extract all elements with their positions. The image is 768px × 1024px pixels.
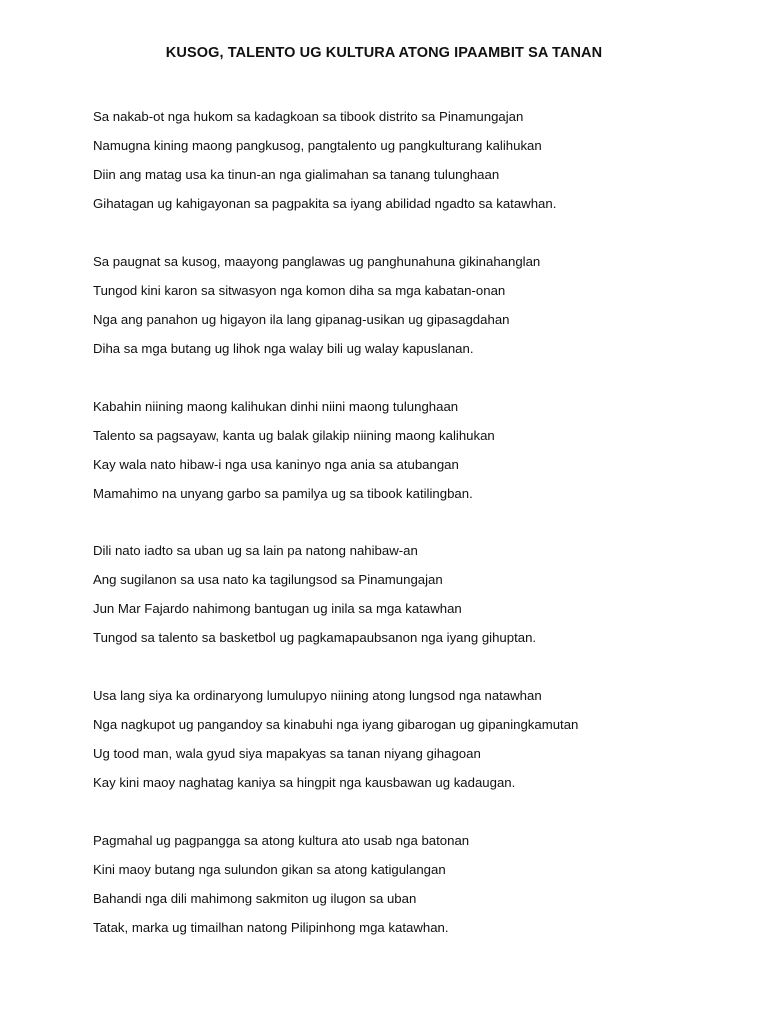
poem-line: Bahandi nga dili mahimong sakmiton ug ilugon sa uban [93, 891, 417, 906]
poem-line: Nga nagkupot ug pangandoy sa kinabuhi nga iyang gibarogan ug gipaningkamutan [93, 717, 579, 732]
poem-line: Tungod kini karon sa sitwasyon nga komon diha sa mga kabatan-onan [93, 283, 506, 298]
stanza-2 [93, 253, 753, 369]
poem-line: Tungod sa talento sa basketbol ug pagkamapaubsanon nga iyang gihuptan. [93, 630, 537, 645]
poem-line: Kabahin niining maong kalihukan dinhi niini maong tulunghaan [93, 399, 459, 414]
poem-title: KUSOG, TALENTO UG KULTURA ATONG IPAAMBIT SA TANAN [165, 45, 603, 61]
stanza-6 [93, 832, 753, 948]
poem-line: Sa nakab-ot nga hukom sa kadagkoan sa tibook distrito sa Pinamungajan [93, 109, 524, 124]
poem-line: Pagmahal ug pagpangga sa atong kultura ato usab nga batonan [93, 833, 470, 848]
poem-line: Kini maoy butang nga sulundon gikan sa atong katigulangan [93, 862, 446, 877]
stanza-1 [93, 108, 753, 224]
poem-line: Nga ang panahon ug higayon ila lang gipanag-usikan ug gipasagdahan [93, 312, 510, 327]
poem-line: Ang sugilanon sa usa nato ka tagilungsod sa Pinamungajan [93, 572, 443, 587]
poem-line: Diin ang matag usa ka tinun-an nga gialimahan sa tanang tulunghaan [93, 167, 500, 182]
poem-line: Gihatagan ug kahigayonan sa pagpakita sa iyang abilidad ngadto sa katawhan. [93, 196, 557, 211]
poem-line: Jun Mar Fajardo nahimong bantugan ug inila sa mga katawhan [93, 601, 462, 616]
poem-line: Diha sa mga butang ug lihok nga walay bili ug walay kapuslanan. [93, 341, 474, 356]
poem-line: Sa paugnat sa kusog, maayong panglawas ug panghunahuna gikinahanglan [93, 254, 541, 269]
poem-line: Namugna kining maong pangkusog, pangtalento ug pangkulturang kalihukan [93, 138, 542, 153]
poem-line: Tatak, marka ug timailhan natong Pilipinhong mga katawhan. [93, 920, 449, 935]
poem-line: Talento sa pagsayaw, kanta ug balak gilakip niining maong kalihukan [93, 428, 495, 443]
poem-line: Dili nato iadto sa uban ug sa lain pa natong nahibaw-an [93, 543, 418, 558]
poem-line: Kay kini maoy naghatag kaniya sa hingpit nga kausbawan ug kadaugan. [93, 775, 516, 790]
stanza-3 [93, 398, 753, 514]
poem-line: Ug tood man, wala gyud siya mapakyas sa tanan niyang gihagoan [93, 746, 481, 761]
stanza-5 [93, 687, 753, 803]
stanza-4 [93, 542, 753, 658]
poem-line: Kay wala nato hibaw-i nga usa kaninyo nga ania sa atubangan [93, 457, 459, 472]
poem-line: Mamahimo na unyang garbo sa pamilya ug sa tibook katilingban. [93, 486, 473, 501]
poem-line: Usa lang siya ka ordinaryong lumulupyo niining atong lungsod nga natawhan [93, 688, 542, 703]
